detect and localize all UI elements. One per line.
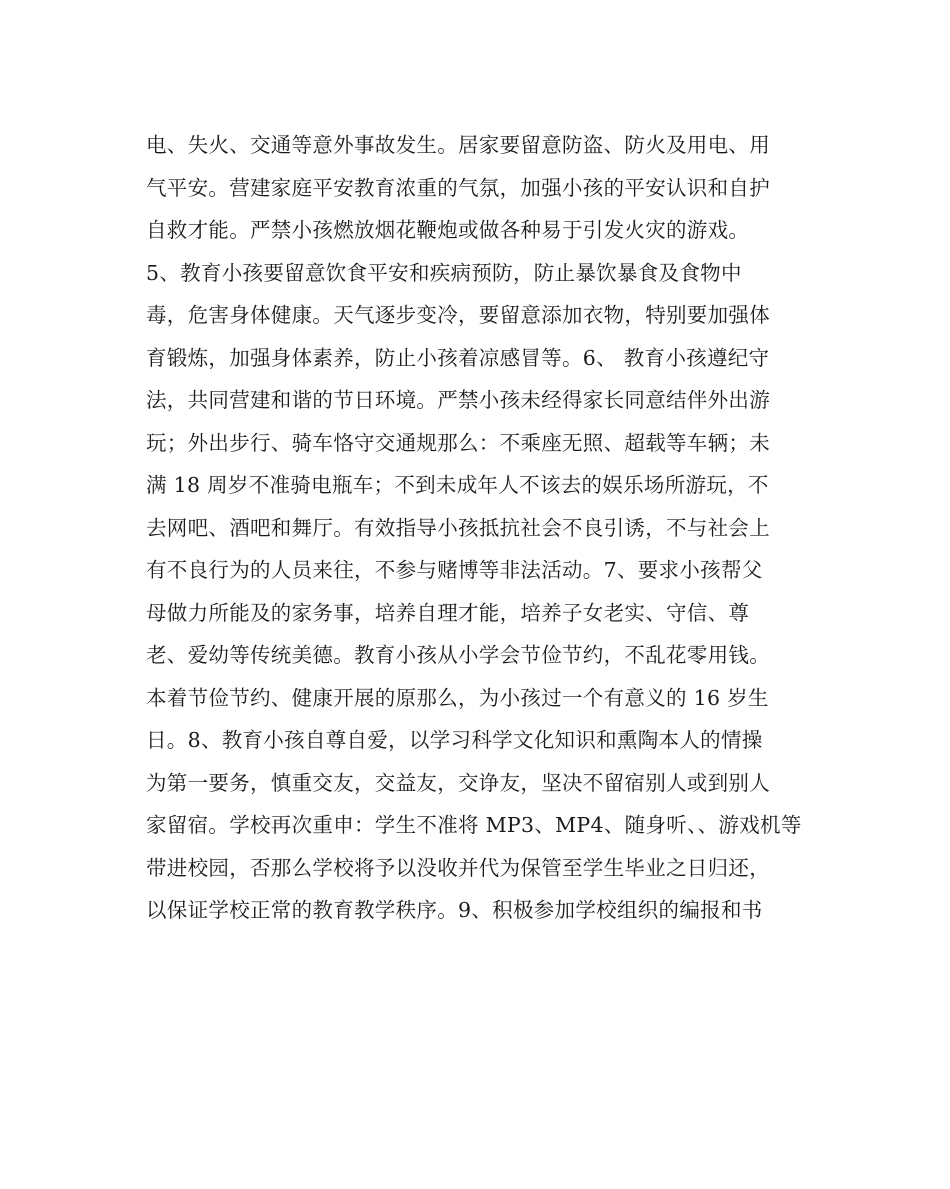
text-line: 毒，危害身体健康。天气逐步变冷，要留意添加衣物，特别要加强体 — [146, 303, 770, 327]
text-line: 为第一要务，慎重交友，交益友，交诤友，坚决不留宿别人或到别人 — [146, 770, 770, 795]
text-line: 本着节俭节约、健康开展的原那么，为小孩过一个有意义的 16 岁生 — [146, 685, 769, 710]
text-line: 老、爱幼等传统美德。教育小孩从小学会节俭节约，不乱花零用钱。 — [146, 643, 770, 667]
text-line: 自救才能。严禁小孩燃放烟花鞭炮或做各种易于引发火灾的游戏。 — [146, 218, 750, 242]
text-line: 育锻炼，加强身体素养，防止小孩着凉感冒等。6、 教育小孩遵纪守 — [146, 345, 770, 370]
text-line: 法，共同营建和谐的节日环境。严禁小孩未经得家长同意结伴外出游 — [146, 388, 770, 412]
text-line: 气平安。营建家庭平安教育浓重的气氛，加强小孩的平安认识和自护 — [146, 175, 770, 200]
document-body — [146, 124, 826, 932]
text-line: 带进校园，否那么学校将予以没收并代为保管至学生毕业之日归还， — [146, 855, 770, 880]
text-line: 有不良行为的人员来往，不参与赌博等非法活动。7、要求小孩帮父 — [146, 558, 763, 582]
text-line: 以保证学校正常的教育教学秩序。9、积极参加学校组织的编报和书 — [146, 898, 763, 922]
text-line: 5、教育小孩要留意饮食平安和疾病预防，防止暴饮暴食及食物中 — [146, 260, 742, 285]
text-line: 满 18 周岁不准骑电瓶车；不到未成年人不该去的娱乐场所游玩，不 — [146, 473, 769, 497]
text-line: 电、失火、交通等意外事故发生。居家要留意防盗、防火及用电、用 — [146, 133, 770, 157]
text-line: 家留宿。学校再次重申：学生不准将 MP3、MP4、随身听、、游戏机等 — [146, 813, 802, 837]
text-line: 母做力所能及的家务事，培养自理才能，培养子女老实、守信、尊 — [146, 600, 750, 625]
text-line: 去网吧、酒吧和舞厅。有效指导小孩抵抗社会不良引诱，不与社会上 — [146, 515, 770, 540]
text-line: 日。8、教育小孩自尊自爱，以学习科学文化知识和熏陶本人的情操 — [146, 728, 763, 752]
text-line: 玩；外出步行、骑车恪守交通规那么：不乘座无照、超载等车辆；未 — [146, 430, 770, 455]
